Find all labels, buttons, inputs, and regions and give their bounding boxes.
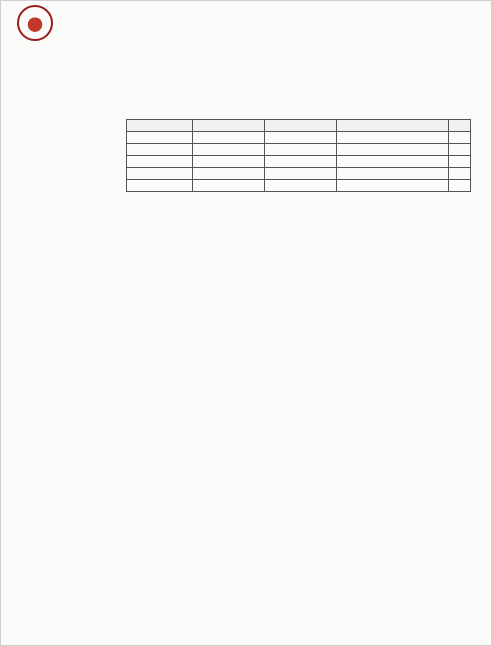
cell-term	[127, 156, 193, 168]
table-header-row	[127, 120, 471, 132]
notice-header	[1, 1, 492, 49]
cell-row-number	[449, 144, 471, 156]
cell-subject	[337, 132, 449, 144]
cell-subject	[337, 180, 449, 192]
cell-base-price	[265, 180, 337, 192]
header-base-price	[265, 120, 337, 132]
notice-title	[171, 7, 331, 41]
cell-base-price	[265, 168, 337, 180]
cell-deposit	[193, 156, 265, 168]
header-term	[127, 120, 193, 132]
cell-deposit	[193, 180, 265, 192]
cell-row-number	[449, 180, 471, 192]
cell-row-number	[449, 156, 471, 168]
cell-term	[127, 180, 193, 192]
cell-row-number	[449, 132, 471, 144]
header-subject	[337, 120, 449, 132]
cell-term	[127, 168, 193, 180]
table-row	[127, 156, 471, 168]
cell-deposit	[193, 144, 265, 156]
header-deposit	[193, 120, 265, 132]
organization-logo	[17, 5, 53, 41]
intro-paragraph	[19, 57, 475, 109]
table-row	[127, 180, 471, 192]
table-row	[127, 168, 471, 180]
cell-deposit	[193, 132, 265, 144]
cell-term	[127, 144, 193, 156]
cell-row-number	[449, 168, 471, 180]
cell-subject	[337, 156, 449, 168]
header-row-number	[449, 120, 471, 132]
auction-items-table	[126, 119, 471, 192]
cell-deposit	[193, 168, 265, 180]
cell-base-price	[265, 156, 337, 168]
cell-term	[127, 132, 193, 144]
cell-subject	[337, 168, 449, 180]
cell-subject	[337, 144, 449, 156]
table-row	[127, 132, 471, 144]
conditions-list	[19, 223, 475, 595]
cell-base-price	[265, 144, 337, 156]
cell-base-price	[265, 132, 337, 144]
table-row	[127, 144, 471, 156]
